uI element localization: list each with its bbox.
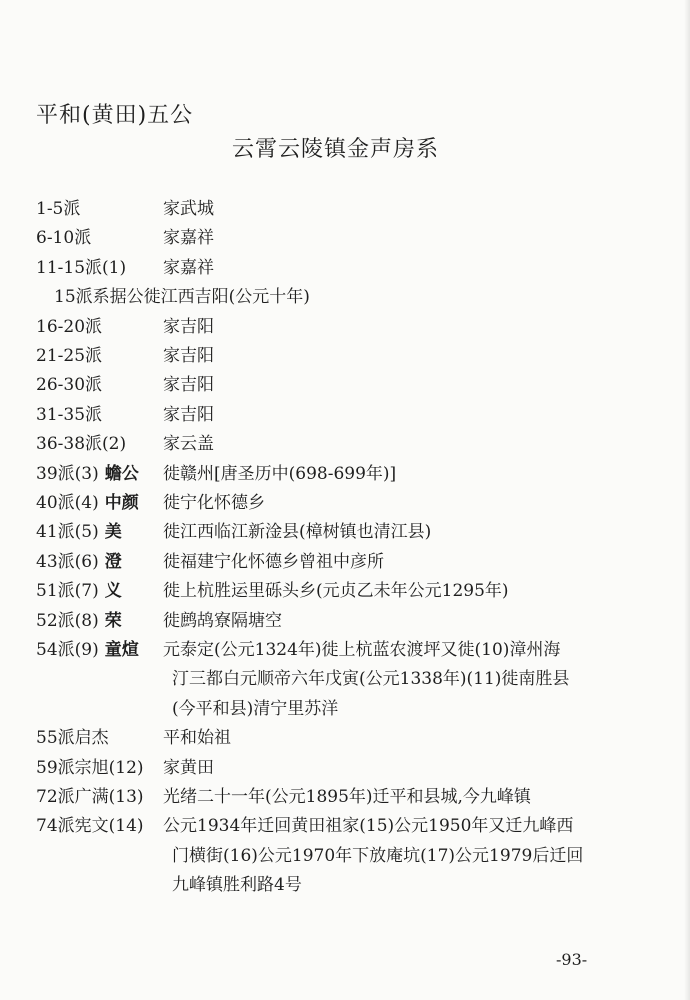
entry-text: 徙赣州[唐圣历中(698-699年)]: [163, 463, 397, 484]
generation-label: 41派(5) 美: [36, 522, 122, 543]
genealogy-row: [0, 345, 690, 375]
genealogy-row: [0, 698, 690, 728]
ancestor-name: 澄: [104, 551, 122, 572]
generation-label: 55派启杰: [36, 728, 109, 749]
generation-label: 26-30派: [36, 375, 103, 396]
genealogy-row: [0, 404, 690, 434]
genealogy-row: [0, 492, 690, 522]
genealogy-row: [0, 374, 690, 404]
generation-label: 54派(9) 童煊: [36, 640, 139, 660]
generation-label: 51派(7) 义: [36, 581, 122, 602]
generation-label: 31-35派: [36, 404, 103, 425]
entry-text: 家吉阳: [163, 375, 214, 396]
entry-note: 15派系据公徙江西吉阳(公元十年): [54, 287, 310, 308]
ancestor-name: 中颜: [104, 493, 139, 513]
entry-text: 光绪二十一年(公元1895年)迁平和县城,今九峰镇: [163, 787, 531, 807]
page-number: -93-: [556, 950, 588, 969]
entry-text: 家吉阳: [163, 346, 214, 366]
entry-continuation: (今平和县)清宁里苏洋: [172, 698, 339, 719]
genealogy-row: [0, 227, 690, 257]
entry-text: 家吉阳: [163, 404, 214, 425]
entry-text: 家云盖: [163, 434, 214, 455]
entry-text: 徙江西临江新淦县(樟树镇也清江县): [163, 522, 432, 543]
genealogy-row: [0, 610, 690, 640]
entry-text: 徙宁化怀德乡: [163, 493, 265, 513]
entry-text: 家黄田: [163, 757, 214, 778]
ancestor-name: 义: [104, 581, 122, 602]
genealogy-row: [0, 316, 690, 346]
section-heading: 平和(黄田)五公: [36, 103, 194, 128]
genealogy-row: [0, 815, 690, 845]
ancestor-name: 美: [104, 522, 122, 543]
generation-label: 59派宗旭(12): [36, 757, 144, 778]
genealogy-row: [0, 286, 690, 316]
entry-text: 家嘉祥: [163, 228, 214, 249]
generation-label: 43派(6) 澄: [36, 551, 122, 572]
genealogy-row: [0, 786, 690, 816]
lineage-subtitle: 云霄云陵镇金声房系: [232, 137, 440, 162]
generation-label: 36-38派(2): [36, 434, 127, 455]
genealogy-row: [0, 874, 690, 904]
entry-continuation: 汀三都白元顺帝六年戊寅(公元1338年)(11)徙南胜县: [172, 669, 570, 690]
generation-label: 74派宪文(14): [36, 816, 144, 837]
generation-label: 40派(4) 中颜: [36, 493, 139, 513]
generation-label: 39派(3) 蟾公: [36, 463, 139, 484]
entry-text: 平和始祖: [163, 728, 231, 749]
entry-text: 家嘉祥: [163, 257, 214, 278]
genealogy-row: [0, 433, 690, 463]
generation-label: 1-5派: [36, 199, 81, 219]
entry-text: 家武城: [163, 199, 214, 219]
generation-label: 11-15派(1): [36, 257, 127, 278]
entry-continuation: 九峰镇胜利路4号: [172, 875, 302, 896]
entry-text: 元泰定(公元1324年)徙上杭蓝农渡坪又徙(10)漳州海: [163, 640, 561, 660]
genealogy-row: [0, 551, 690, 581]
genealogy-row: [0, 727, 690, 757]
generation-label: 6-10派: [36, 228, 92, 249]
genealogy-row: [0, 757, 690, 787]
generation-label: 72派广满(13): [36, 787, 144, 807]
genealogy-row: [0, 639, 690, 669]
entry-continuation: 门横街(16)公元1970年下放庵坑(17)公元1979后迁回: [172, 845, 584, 866]
ancestor-name: 蟾公: [104, 463, 139, 484]
entry-text: 徙福建宁化怀德乡曾祖中彦所: [163, 551, 384, 572]
genealogy-row: [0, 521, 690, 551]
genealogy-row: [0, 668, 690, 698]
genealogy-row: [0, 198, 690, 228]
entry-text: 徙鹧鸪寮隔塘空: [163, 610, 282, 631]
generation-label: 16-20派: [36, 316, 103, 337]
generation-label: 52派(8) 荣: [36, 610, 122, 631]
genealogy-row: [0, 845, 690, 875]
genealogy-row: [0, 257, 690, 287]
entry-text: 徙上杭胜运里砾头乡(元贞乙未年公元1295年): [163, 581, 509, 602]
genealogy-row: [0, 580, 690, 610]
ancestor-name: 荣: [104, 610, 122, 631]
generation-label: 21-25派: [36, 346, 103, 366]
entry-text: 公元1934年迁回黄田祖家(15)公元1950年又迁九峰西: [163, 816, 574, 837]
ancestor-name: 童煊: [104, 640, 139, 660]
entry-text: 家吉阳: [163, 316, 214, 337]
genealogy-row: [0, 463, 690, 493]
